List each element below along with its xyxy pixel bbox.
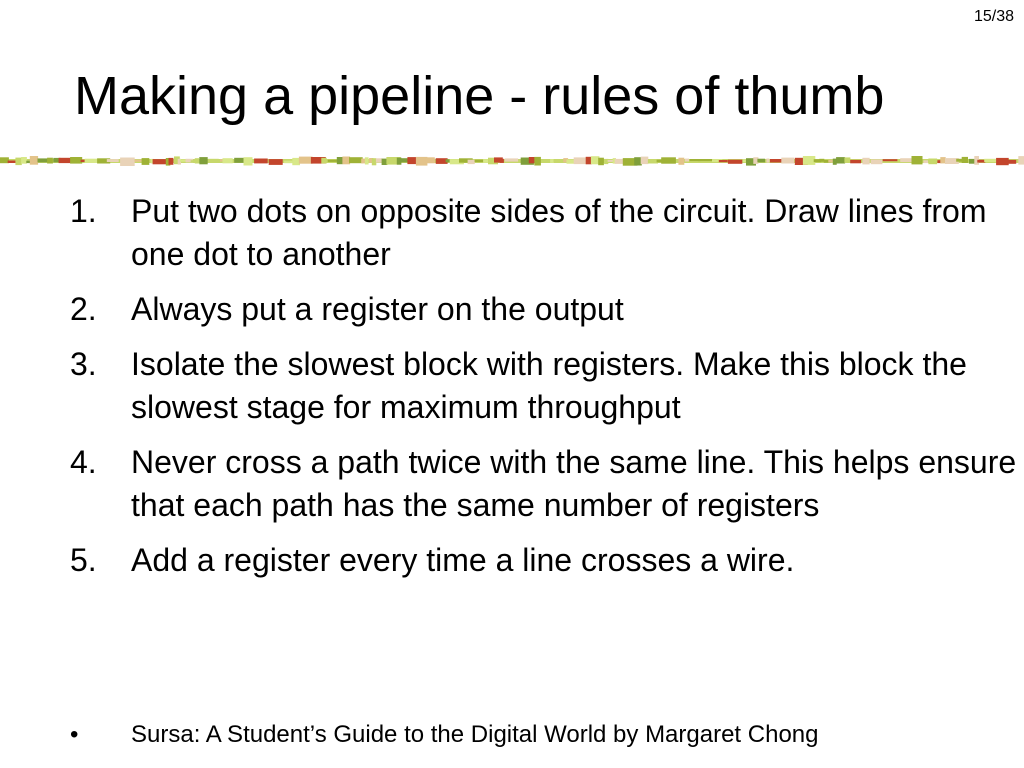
divider-speck	[142, 158, 150, 165]
divider-speck	[698, 159, 713, 161]
divider-speck	[586, 157, 592, 165]
divider-speck	[728, 160, 742, 164]
divider-speck	[169, 158, 174, 165]
source-note	[70, 718, 819, 752]
rule-text: Put two dots on opposite sides of the circuit. Draw lines from one dot to another	[131, 193, 987, 272]
divider-speck	[244, 157, 253, 165]
divider-speck	[475, 160, 485, 162]
divider-speck	[1018, 156, 1024, 165]
divider-speck	[591, 156, 600, 164]
divider-speck	[977, 160, 985, 163]
rule-number: 3.	[70, 346, 97, 382]
divider-speck	[550, 159, 554, 163]
divider-speck	[234, 158, 243, 163]
decorative-divider	[0, 156, 1024, 166]
list-item	[70, 288, 1020, 331]
divider-speck	[862, 158, 869, 165]
divider-speck	[85, 159, 100, 163]
divider-speck	[321, 158, 326, 164]
divider-speck	[468, 160, 475, 164]
slide-title: Making a pipeline - rules of thumb	[74, 66, 885, 126]
divider-speck	[871, 159, 883, 164]
rules-list	[70, 190, 1020, 594]
divider-speck	[634, 157, 642, 165]
list-item	[70, 441, 1020, 527]
divider-speck	[836, 157, 845, 163]
divider-speck	[153, 159, 168, 164]
divider-speck	[120, 158, 135, 167]
divider-speck	[38, 158, 49, 162]
divider-speck	[70, 157, 82, 164]
divider-speck	[766, 159, 769, 163]
divider-speck	[15, 158, 21, 166]
divider-speck	[446, 159, 450, 162]
divider-speck	[534, 157, 541, 166]
rule-number: 5.	[70, 542, 97, 578]
bullet-icon: •	[70, 721, 79, 748]
divider-speck	[372, 158, 377, 165]
divider-speck	[648, 159, 658, 163]
divider-speck	[743, 159, 746, 162]
divider-speck	[803, 156, 815, 165]
divider-speck	[21, 157, 27, 164]
divider-speck	[199, 157, 207, 164]
list-item	[70, 343, 1020, 429]
source-text: Sursa: A Student’s Guide to the Digital World by Margaret Chong	[131, 721, 819, 748]
divider-speck	[107, 159, 119, 162]
divider-speck	[365, 157, 369, 164]
divider-speck	[425, 157, 435, 163]
divider-speck	[30, 156, 38, 165]
divider-speck	[770, 159, 782, 163]
divider-speck	[574, 157, 588, 164]
divider-speck	[376, 158, 382, 162]
divider-speck	[598, 158, 604, 166]
divider-speck	[337, 157, 343, 164]
divider-speck	[757, 159, 765, 163]
divider-speck	[284, 161, 292, 164]
divider-speck	[567, 160, 575, 164]
rule-text: Always put a register on the output	[131, 291, 624, 327]
divider-speck	[923, 160, 928, 163]
divider-speck	[850, 160, 861, 163]
divider-speck	[505, 158, 518, 161]
rule-text: Isolate the slowest block with registers. Make this block the slowest stage for maximum throughput	[131, 346, 967, 425]
divider-speck	[962, 157, 968, 163]
divider-speck	[208, 159, 219, 163]
divider-speck	[195, 158, 199, 163]
divider-speck	[328, 160, 337, 162]
divider-speck	[500, 159, 504, 163]
divider-speck	[299, 157, 313, 164]
divider-speck	[719, 160, 728, 162]
divider-speck	[940, 157, 945, 163]
divider-speck	[828, 160, 833, 163]
divider-speck	[678, 158, 684, 165]
divider-speck	[844, 157, 850, 162]
divider-speck	[928, 159, 937, 165]
divider-speck	[819, 159, 824, 162]
divider-speck	[349, 157, 363, 163]
divider-speck	[47, 158, 53, 164]
divider-speck	[685, 159, 689, 162]
divider-speck	[400, 158, 407, 162]
divider-speck	[342, 157, 350, 165]
divider-speck	[254, 159, 268, 164]
divider-speck	[883, 159, 898, 161]
rule-number: 4.	[70, 444, 97, 480]
divider-speck	[781, 158, 794, 164]
rule-number: 1.	[70, 193, 97, 229]
divider-speck	[81, 160, 85, 162]
divider-speck	[661, 157, 676, 163]
divider-speck	[641, 157, 649, 165]
divider-speck	[0, 157, 9, 163]
divider-speck	[292, 158, 300, 165]
rule-text: Add a register every time a line crosses a wire.	[131, 542, 795, 578]
rule-number: 2.	[70, 291, 97, 327]
divider-speck	[269, 159, 283, 165]
divider-speck	[912, 156, 923, 164]
list-item	[70, 539, 1020, 582]
page-number: 15/38	[973, 8, 1014, 25]
list-item	[70, 190, 1020, 276]
divider-speck	[1004, 160, 1016, 164]
rule-text: Never cross a path twice with the same line. This helps ensure that each path has the same number of registers	[131, 444, 1017, 523]
divider-speck	[223, 158, 233, 163]
